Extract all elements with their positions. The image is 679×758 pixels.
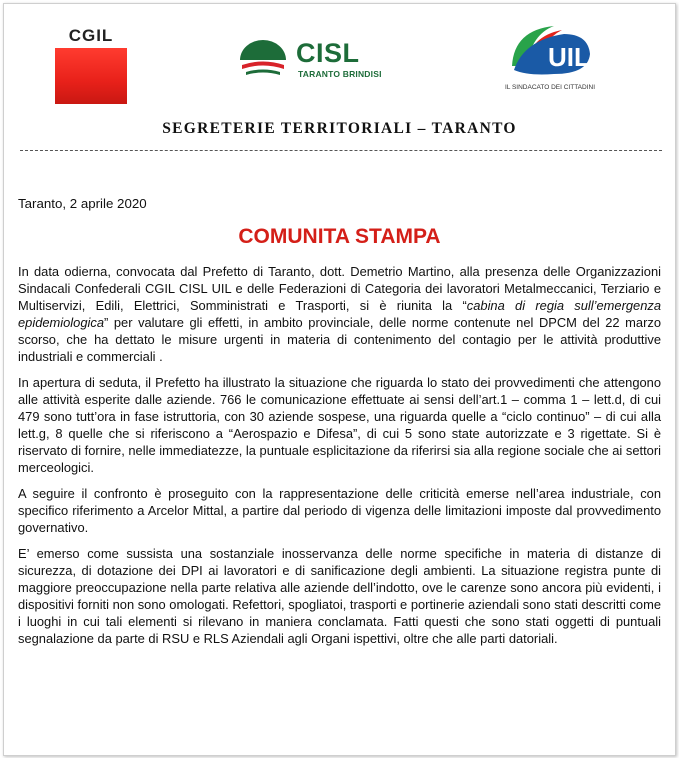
- cgil-red-square: [55, 48, 127, 104]
- paragraph-1: [18, 263, 661, 365]
- document-date: Taranto, 2 aprile 2020: [18, 196, 147, 211]
- paragraph-3: A seguire il confronto è proseguito con la rappresentazione delle criticità emerse nell’area industriale, con specifico riferimento a Arcelor Mittal, a partire dal periodo di vigenza delle limitazioni imposte dal provvedimento governativo.: [18, 486, 661, 535]
- uil-logo-subtitle: IL SINDACATO DEI CITTADINI: [504, 84, 596, 91]
- svg-text:UIL: UIL: [548, 42, 590, 72]
- cisl-logo-subtitle: TARANTO BRINDISI: [298, 69, 382, 79]
- logo-header: [0, 0, 679, 110]
- cgil-logo: [55, 28, 127, 104]
- press-release-title: COMUNITA STAMPA: [238, 225, 441, 248]
- cisl-logo-text: CISL: [296, 38, 360, 68]
- document-body: [18, 263, 661, 656]
- paragraph-1-part-b: ” per valutare gli effetti, in ambito provinciale, delle norme contenute nel DPCM del 22 marzo scorso, che ha dettato le misure urgenti in materia di contenimento del contagio per le attività produttive industriali e commerciali .: [18, 315, 661, 364]
- paragraph-2: In apertura di seduta, il Prefetto ha illustrato la situazione che riguarda lo stato dei provvedimenti che attengono alle attività esperite dalle aziende. 766 le comunicazione effettuate ai sensi dell’art.1 – comma 1 – lett.d, di cui 479 sono tutt’ora in fase istruttoria, con 30 aziende sospese, una riguarda quelle a “ciclo continuo” – di cui alla lett.g, 8 quelle che si riferiscono a “Aerospazio e Difesa”, di cui 5 sono state autorizzate e 3 rigettate. Si è riservato di fornire, nelle immediatezze, la puntuale esplicitazione da riferirsi sia alla regione sociale che ai settori merceologici.: [18, 375, 661, 475]
- document-header-title: SEGRETERIE TERRITORIALI – TARANTO: [162, 120, 517, 137]
- cisl-logo: [236, 36, 386, 84]
- header-divider: [20, 150, 662, 151]
- cgil-logo-text: CGIL: [68, 26, 114, 45]
- paragraph-4: E’ emerso come sussista una sostanziale inosservanza delle norme specifiche in materia di distanze di sicurezza, di dotazione dei DPI ai lavoratori e di sanificazione degli ambienti. La situazione registra punte di maggiore preoccupazione nella parte relativa alle aziende dell’indotto, ove le carenze sono ancora più evidenti, i dispositivi forniti non sono omologati. Refettori, spogliatoi, trasporti e portinerie aziendali sono stati descritti come i luoghi in cui tali elementi si rilevano in maniera conclamata. Fatti questi che sono stati oggetti di puntuali segnalazione da parte di RSU e RLS Aziendali agli Organi ispettivi, oltre che alle parti datoriali.: [18, 546, 661, 646]
- paragraph-1-part-a: In data odierna, convocata dal Prefetto di Taranto, dott. Demetrio Martino, alla presenza delle Organizzazioni Sindacali Confederali CGIL CISL UIL e delle Federazioni di Categoria dei lavoratori Metalmeccanici, Terziario e Multiservizi, Edili, Elettrici, Somministrati e Trasporti, si è riunita la “: [18, 264, 661, 313]
- uil-emblem-icon: [504, 20, 594, 80]
- paragraph-1-emphasis: cabina di regia sull’emergenza epidemiologica: [18, 298, 661, 330]
- cisl-emblem-icon: [236, 38, 290, 78]
- uil-logo: [500, 20, 600, 98]
